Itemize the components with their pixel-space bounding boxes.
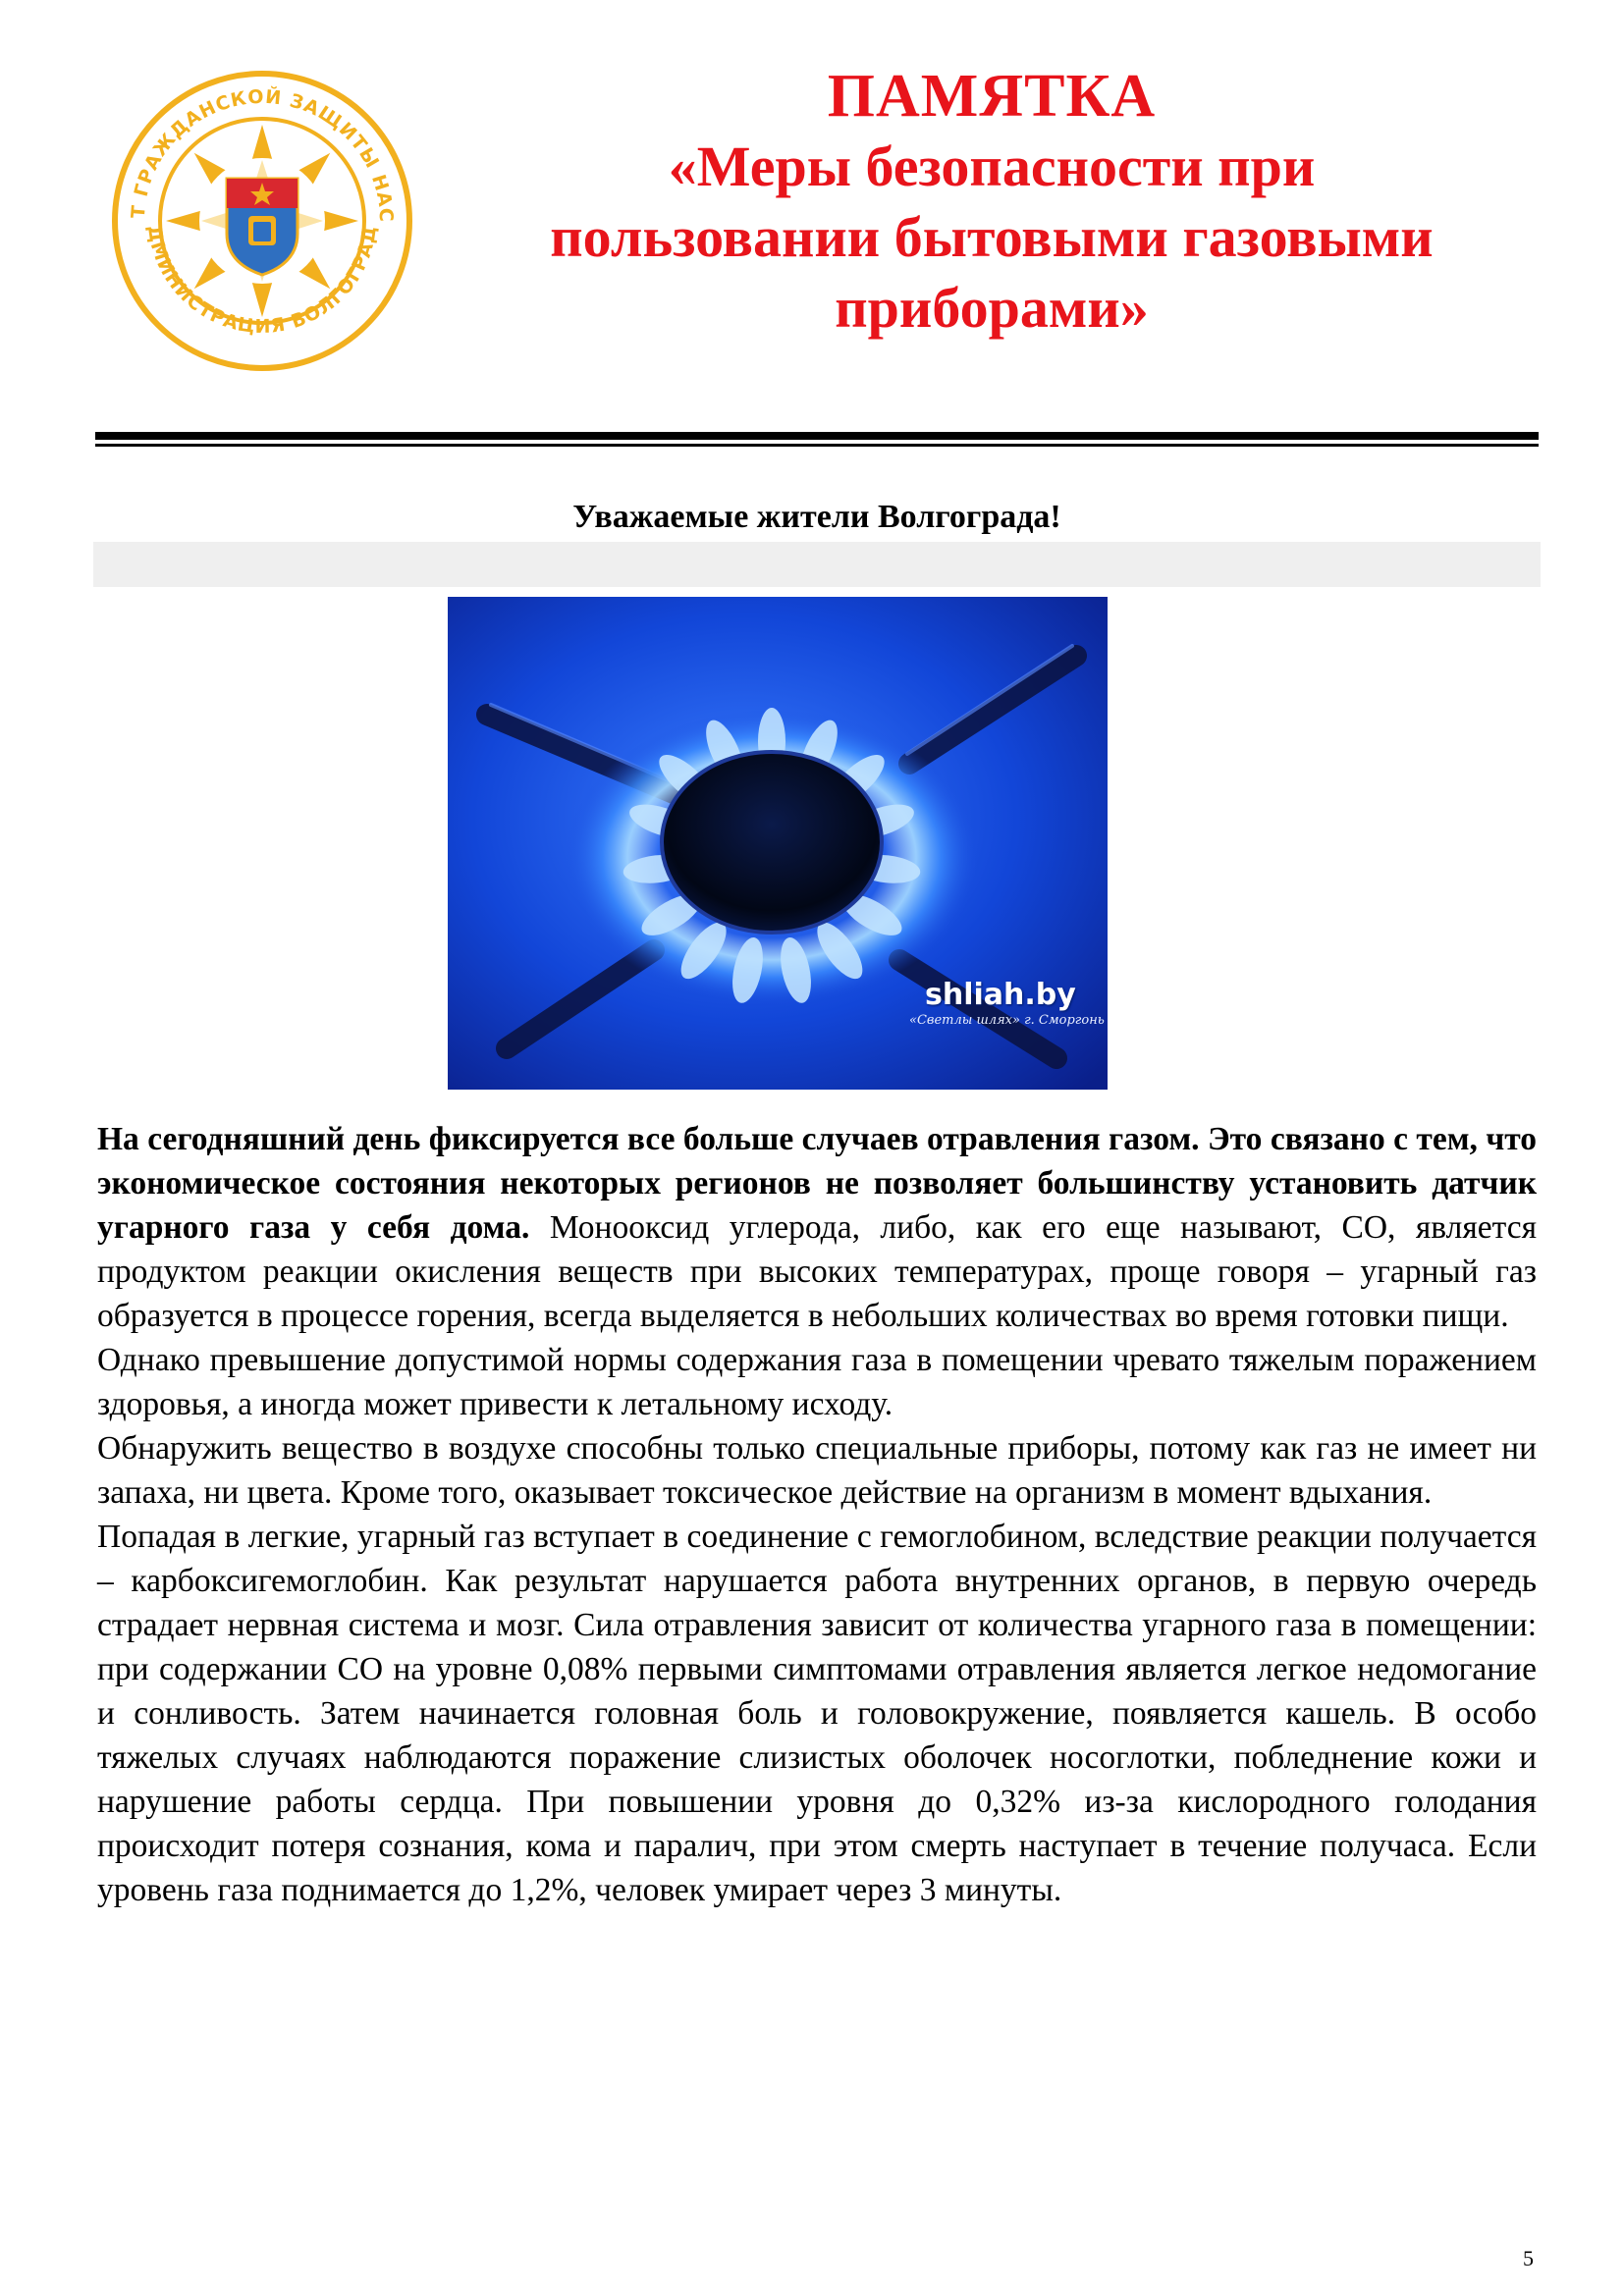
greeting: Уважаемые жители Волгограда! [572,499,1061,535]
body-text [97,1117,1537,1912]
paragraph-2: Однако превышение допустимой нормы содержания газа в помещении чревато тяжелым поражением здоровья, а иногда может привести к летальному исходу. [97,1342,1537,1422]
lead-bold-text: На сегодняшний день фиксируется все больше случаев отравления газом. Это связано с тем, что экономическое состояния некоторых регионов не позволяет большинству установить датчик угарного газа у себя дома. [97,1121,1537,1246]
document-title: ПАМЯТКА [827,63,1157,130]
lead-paragraph [97,1117,1537,1338]
svg-text:АДМИНИСТРАЦИЯ ВОЛГОГРАДА: ДМИНИСТРАЦИЯ ВОЛГОГРАД [142,224,382,338]
photo-watermark-sub: «Светлы шлях» г. Сморгонь [909,1013,1105,1028]
header-separator [95,432,1539,447]
lead-regular-text: Монооксид углерода, либо, как его еще называют, СО, является продуктом реакции окисления веществ при высоких температурах, проще говоря – угарный газ образуется в процессе горения, всегда выделяется в небольших количествах во время готовки пищи. [97,1209,1537,1334]
paragraph-3: Обнаружить вещество в воздухе способны только специальные приборы, потому как газ не имеет ни запаха, ни цвета. Кроме того, оказывает токсическое действие на организм в момент вдыхания. [97,1430,1537,1511]
subtitle-line-1: «Меры безопасности при [668,134,1316,198]
subtitle-line-3: приборами» [835,276,1149,340]
title-block [432,61,1551,344]
gas-burner-photo [448,597,1108,1090]
shaded-band [93,542,1541,587]
svg-text:КОМИТЕТ ГРАЖДАНСКОЙ ЗАЩИТЫ НАС: Т ГРАЖДАНСКОЙ ЗАЩИТЫ НАС [127,85,398,224]
photo-watermark: shliah.by [925,978,1076,1012]
subtitle-line-2: пользовании бытовыми газовыми [550,205,1434,269]
page-number: 5 [1523,2246,1534,2270]
paragraph-4: Попадая в легкие, угарный газ вступает в соединение с гемоглобином, вследствие реакции получается – карбоксигемоглобин. Как результат нарушается работа внутренних органов, в первую очередь страдает нервная система и мозг. Сила отравления зависит от количества угарного газа в помещении: при содержании СО на уровне 0,08% первыми симптомами отравления является легкое недомогание и сонливость. Затем начинается головная боль и головокружение, появляется кашель. В особо тяжелых случаях наблюдаются поражение слизистых оболочек носоглотки, побледнение кожи и нарушение работы сердца. При повышении уровня до 0,32% из-за кислородного голодания происходит потеря сознания, кома и паралич, при этом смерть наступает в течение получаса. Если уровень газа поднимается до 1,2%, человек умирает через 3 минуты. [97,1519,1537,1908]
separator-thin-line [95,444,1539,447]
civil-protection-emblem [110,69,414,373]
separator-thick-line [95,432,1539,440]
